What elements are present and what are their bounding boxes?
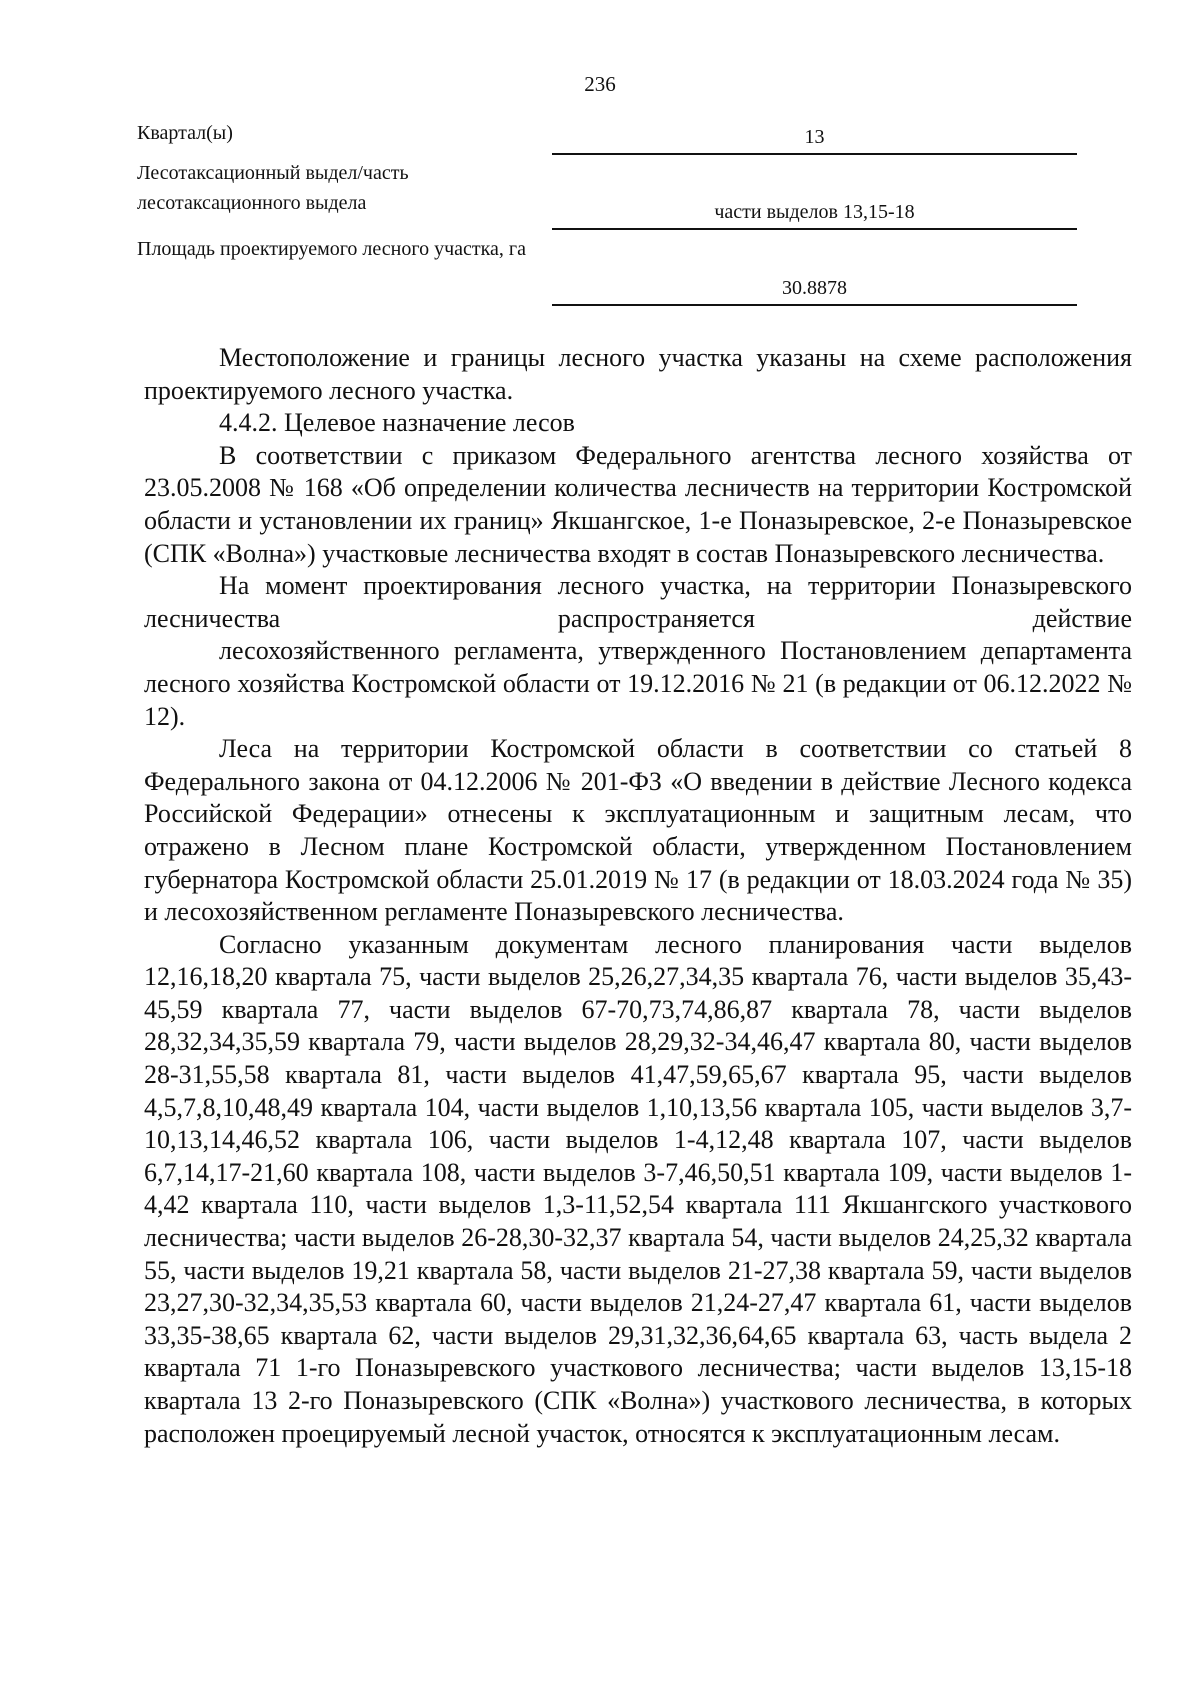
field-label-quarter: Квартал(ы) — [137, 122, 233, 144]
field-value-quarter: 13 — [552, 124, 1077, 155]
field-value-area: 30.8878 — [552, 275, 1077, 306]
document-body — [144, 342, 1132, 1450]
field-label-area: Площадь проектируемого лесного участка, га — [137, 238, 526, 260]
plot-info-fields — [137, 118, 1077, 306]
field-value-allotment: части выделов 13,15-18 — [552, 199, 1077, 230]
section-heading: 4.4.2. Целевое назначение лесов — [219, 408, 575, 438]
field-row-area — [137, 234, 1077, 306]
paragraph-regulation-part2: лесохозяйственного регламента, утвержденного Постановлением департамента лесного хозяйства Костромской области от 19.12.2016 № 21 (в редакции от 06.12.2022 № 12). — [144, 636, 1132, 731]
paragraph-regulation-part1: На момент проектирования лесного участка, на территории Поназыревского лесничества распространяется действие — [144, 571, 1132, 633]
page-number: 236 — [584, 72, 616, 96]
field-row-allotment — [137, 158, 1077, 230]
field-row-quarter — [137, 118, 1077, 155]
paragraph-conclusion: Согласно указанным документам лесного планирования части выделов 12,16,18,20 квартала 75, части выделов 25,26,27,34,35 квартала 76, части выделов 35,43-45,59 квартала 77, части выделов 67-70,73,74,86,87 квартала 78, части выделов 28,32,34,35,59 квартала 79, части выделов 28,29,32-34,46,47 квартала 80, части выделов 28-31,55,58 квартала 81, части выделов 41,47,59,65,67 квартала 95, части выделов 4,5,7,8,10,48,49 квартала 104, части выделов 1,10,13,56 квартала 105, части выделов 3,7-10,13,14,46,52 квартала 106, части выделов 1-4,12,48 квартала 107, части выделов 6,7,14,17-21,60 квартала 108, части выделов 3-7,46,50,51 квартала 109, части выделов 1-4,42 квартала 110, части выделов 1,3-11,52,54 квартала 111 Якшангского участкового лесничества; части выделов 26-28,30-32,37 квартала 54, части выделов 24,25,32 квартала 55, части выделов 19,21 квартала 58, части выделов 21-27,38 квартала 59, части выделов 23,27,30-32,34,35,53 квартала 60, части выделов 21,24-27,47 квартала 61, части выделов 33,35-38,65 квартала 62, части выделов 29,31,32,36,64,65 квартала 63, часть выдела 2 квартала 71 1-го Поназыревского участкового лесничества; части выделов 13,15-18 квартала 13 2-го Поназыревского (СПК «Волна») участкового лесничества, в которых расположен проецируемый лесной участок, относятся к эксплуатационным лесам. — [144, 929, 1132, 1448]
paragraph-location: Местоположение и границы лесного участка указаны на схеме расположения проектируемого лесного участка. — [144, 343, 1132, 405]
paragraph-order: В соответствии с приказом Федерального агентства лесного хозяйства от 23.05.2008 № 168 «Об определении количества лесничеств на территории Костромской области и установлении их границ» Якшангское, 1-е Поназыревское, 2-е Поназыревское (СПК «Волна») участковые лесничества входят в состав Поназыревского лесничества. — [144, 440, 1132, 568]
field-label-allotment: Лесотаксационный выдел/часть лесотаксационного выдела — [137, 162, 409, 214]
paragraph-forests: Леса на территории Костромской области в соответствии со статьей 8 Федерального закона от 04.12.2006 № 201-ФЗ «О введении в действие Лесного кодекса Российской Федерации» отнесены к эксплуатационным и защитным лесам, что отражено в Лесном плане Костромской области, утвержденном Постановлением губернатора Костромской области 25.01.2019 № 17 (в редакции от 18.03.2024 года № 35) и лесохозяйственном регламенте Поназыревского лесничества. — [144, 734, 1132, 927]
